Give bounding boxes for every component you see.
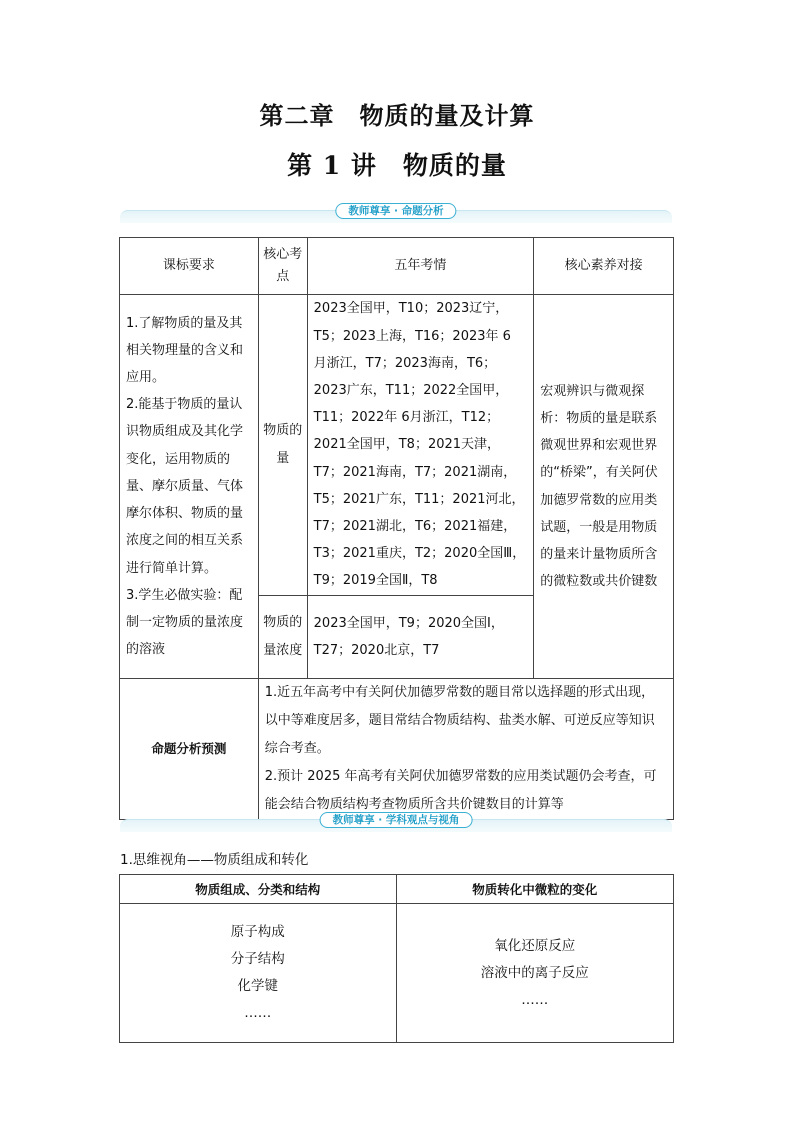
transformation-list xyxy=(396,904,674,1043)
exam-cell: 2023全国甲，T9；2020全国Ⅰ，T27；2020北京，T7 xyxy=(307,596,534,679)
perspective-table xyxy=(119,874,674,1043)
requirement-item: 1.了解物质的量及其相关物理量的含义和应用。 xyxy=(126,315,244,386)
header-composition: 物质组成、分类和结构 xyxy=(120,875,397,904)
header-core-points: 核心考点 xyxy=(258,238,307,295)
analysis-table xyxy=(119,237,674,820)
core-point-cell: 物质的量浓度 xyxy=(258,596,307,679)
table-header-row xyxy=(120,875,674,904)
list-item: 氧化还原反应 xyxy=(494,937,576,954)
requirement-item: 2.能基于物质的量认识物质组成及其化学变化，运用物质的量、摩尔质量、气体摩尔体积、物质的量浓度之间的相互关系进行简单计算。 xyxy=(126,397,244,576)
header-transformation: 物质转化中微粒的变化 xyxy=(396,875,674,904)
section-heading: 1.思维视角——物质组成和转化 xyxy=(120,852,309,868)
table-row xyxy=(120,295,674,596)
requirements-cell xyxy=(120,295,259,679)
prediction-cell xyxy=(258,679,673,820)
header-exams: 五年考情 xyxy=(307,238,534,295)
banner-label: 教师尊享 · 命题分析 xyxy=(335,203,456,219)
banner-label: 教师尊享 · 学科观点与视角 xyxy=(320,812,473,828)
list-item: 分子结构 xyxy=(230,951,285,967)
list-item: …… xyxy=(244,1005,272,1021)
prediction-row xyxy=(120,679,674,820)
list-item: 化学键 xyxy=(237,978,278,994)
prediction-item: 2.预计 2025 年高考有关阿伏加德罗常数的应用类试题仍会考查，可能会结合物质结构考查物质所含共价键数目的计算等 xyxy=(264,769,657,812)
composition-list xyxy=(120,904,397,1043)
prediction-label: 命题分析预测 xyxy=(120,679,259,820)
literacy-cell: 宏观辨识与微观探析：物质的量是联系微观世界和宏观世界的“桥梁”，有关阿伏加德罗常数的应用类试题，一般是用物质的量来计量物质所含的微粒数或共价键数 xyxy=(534,295,674,679)
exam-cell: 2023全国甲，T10；2023辽宁，T5；2023上海，T16；2023年 6 月浙江，T7；2023海南，T6；2023广东，T11；2022全国甲，T11；2022年 6月浙江，T12；2021全国甲，T8；2021天津，T7；2021海南，T7；2021湖南，T5；2021广东，T11；2021河北，T7；2021湖北，T6；2021福建，T3；2021重庆，T2；2020全国Ⅲ，T9；2019全国Ⅱ，T8 xyxy=(307,295,534,596)
banner-subject-perspective xyxy=(120,811,672,831)
chapter-title: 第二章 物质的量及计算 xyxy=(259,101,535,130)
requirement-item: 3.学生必做实验：配制一定物质的量浓度的溶液 xyxy=(126,587,244,658)
core-point-cell: 物质的量 xyxy=(258,295,307,596)
list-item: …… xyxy=(521,991,549,1008)
header-requirements: 课标要求 xyxy=(120,238,259,295)
list-item: 溶液中的离子反应 xyxy=(480,964,589,981)
prediction-item: 1.近五年高考中有关阿伏加德罗常数的题目常以选择题的形式出现，以中等难度居多，题目常结合物质结构、盐类水解、可逆反应等知识综合考查。 xyxy=(264,685,655,756)
table-header-row xyxy=(120,238,674,295)
header-literacy: 核心素养对接 xyxy=(534,238,674,295)
lecture-title: 第 1 讲 物质的量 xyxy=(287,151,507,180)
banner-proposition-analysis xyxy=(120,202,672,222)
table-row xyxy=(120,904,674,1043)
list-item: 原子构成 xyxy=(230,924,285,940)
